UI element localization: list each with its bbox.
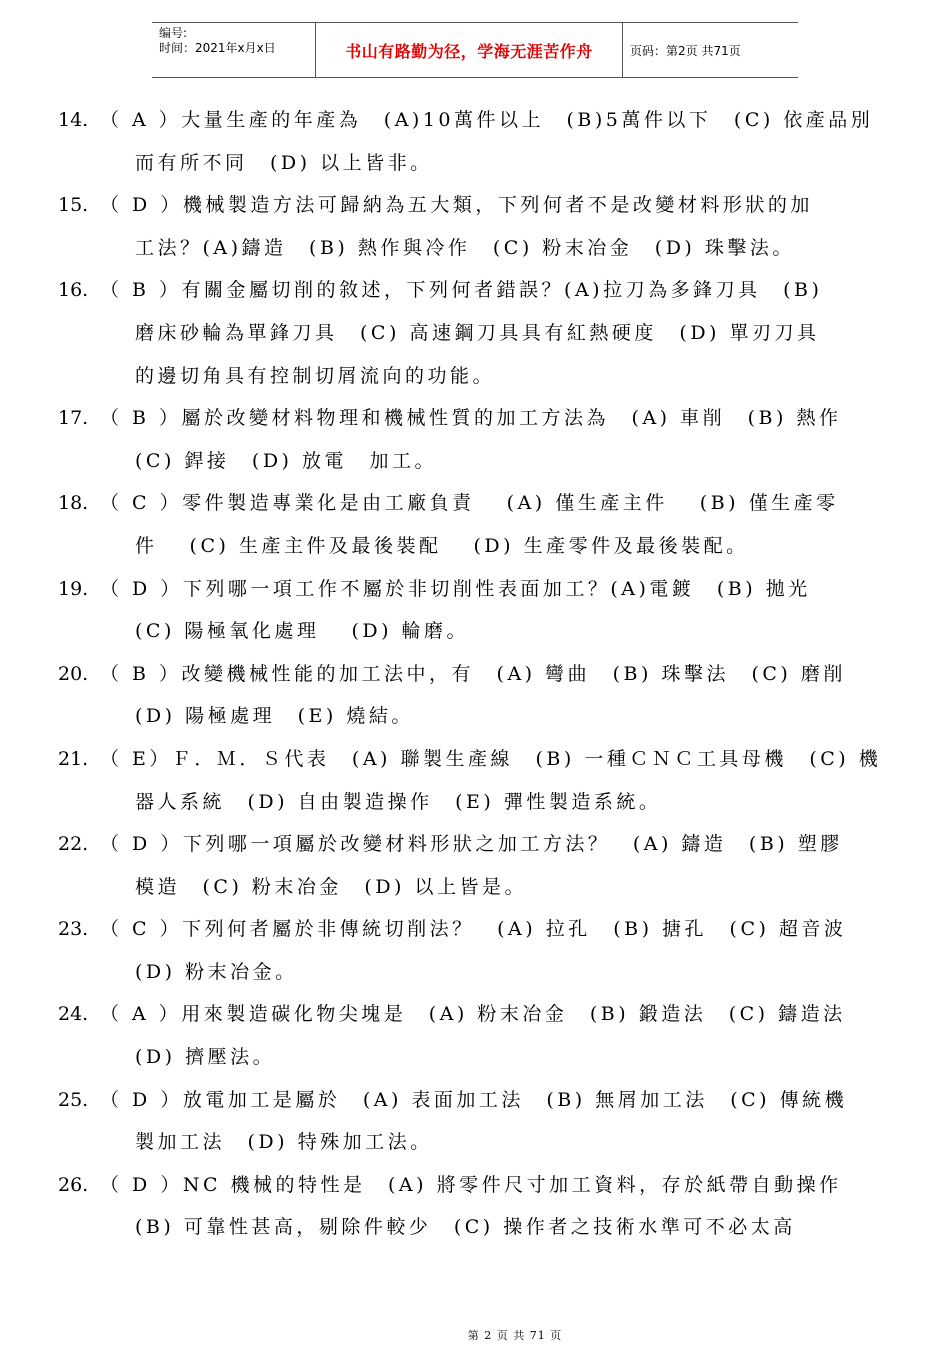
question-text: （ D ）機械製造方法可歸納為五大類，下列何者不是改變材料形狀的加: [100, 194, 813, 217]
question-line: [58, 142, 898, 185]
question-text: （ B ）改變機械性能的加工法中，有 (A) 彎曲 (B) 珠擊法 (C) 磨削: [100, 662, 846, 685]
question-text: (C) 陽極氧化處理 (D) 輪磨。: [135, 620, 470, 643]
question-line: [58, 1079, 898, 1122]
question-text: （ E）Ｆ．Ｍ．Ｓ代表 (A) 聯製生產線 (B) 一種ＣＮＣ工具母機 (C) 機: [100, 747, 882, 770]
question-line: [58, 482, 898, 525]
question-line: [58, 312, 898, 355]
question-item: [58, 568, 898, 653]
question-text: 器人系統 (D) 自由製造操作 (E) 彈性製造系統。: [135, 790, 662, 813]
question-line: [58, 738, 898, 781]
question-number: 22.: [58, 833, 89, 856]
question-text: 的邊切角具有控制切屑流向的功能。: [135, 364, 496, 387]
question-line: [58, 993, 898, 1036]
question-item: [58, 823, 898, 908]
question-item: [58, 269, 898, 397]
question-line: [58, 525, 898, 568]
question-text: (D) 粉末冶金。: [135, 960, 298, 983]
question-number: 18.: [58, 492, 89, 515]
question-item: [58, 993, 898, 1078]
question-number: 21.: [58, 747, 89, 770]
question-line: [58, 1036, 898, 1079]
question-text: （ C ）下列何者屬於非傳統切削法？ (A) 拉孔 (B) 搪孔 (C) 超音波: [100, 918, 847, 941]
question-text: (D) 陽極處理 (E) 燒結。: [135, 705, 414, 728]
question-number: 20.: [58, 662, 89, 685]
question-item: [58, 184, 898, 269]
question-item: [58, 653, 898, 738]
question-line: [58, 1164, 898, 1207]
question-line: [58, 866, 898, 909]
question-line: [58, 269, 898, 312]
question-text: （ D ）NC 機械的特性是 (A) 將零件尺寸加工資料，存於紙帶自動操作: [100, 1173, 842, 1196]
question-text: 件 (C) 生產主件及最後裝配 (D) 生產零件及最後裝配。: [135, 534, 749, 557]
question-line: [58, 1206, 898, 1249]
question-text: （ C ）零件製造專業化是由工廠負責 (A) 僅生產主件 (B) 僅生產零: [100, 492, 839, 515]
question-text: 而有所不同 (D) 以上皆非。: [135, 151, 433, 174]
code-label: 编号:: [159, 26, 188, 40]
question-number: 25.: [58, 1088, 89, 1111]
question-line: [58, 908, 898, 951]
question-text: （ A ）大量生產的年產為 (A)10萬件以上 (B)5萬件以下 (C) 依產品別: [100, 109, 874, 131]
question-number: 16.: [58, 279, 89, 302]
question-text: （ D ）下列哪一項屬於改變材料形狀之加工方法？ (A) 鑄造 (B) 塑膠: [100, 833, 843, 856]
question-line: [58, 397, 898, 440]
question-number: 17.: [58, 407, 89, 430]
question-item: [58, 908, 898, 993]
question-text: （ B ）有關金屬切削的敘述，下列何者錯誤？(A)拉刀為多鋒刀具 (B): [100, 279, 823, 302]
question-text: 模造 (C) 粉末冶金 (D) 以上皆是。: [135, 875, 528, 898]
question-list: [58, 99, 898, 1249]
question-text: （ A ）用來製造碳化物尖塊是 (A) 粉末冶金 (B) 鍛造法 (C) 鑄造法: [100, 1003, 846, 1026]
question-line: [58, 823, 898, 866]
question-text: 磨床砂輪為單鋒刀具 (C) 高速鋼刀具具有紅熱硬度 (D) 單刃刀具: [135, 321, 820, 344]
question-number: 26.: [58, 1173, 89, 1196]
question-line: [58, 227, 898, 270]
question-line: [58, 610, 898, 653]
question-line: [58, 695, 898, 738]
header-page-info: 页码：第2页 共71页: [630, 43, 741, 58]
question-text: （ D ）放電加工是屬於 (A) 表面加工法 (B) 無屑加工法 (C) 傳統機: [100, 1088, 848, 1111]
question-number: 23.: [58, 918, 89, 941]
question-line: [58, 355, 898, 398]
question-item: [58, 397, 898, 482]
question-number: 19.: [58, 577, 89, 600]
question-item: [58, 482, 898, 567]
question-line: [58, 781, 898, 824]
question-number: 24.: [58, 1003, 89, 1026]
question-text: (B) 可靠性甚高，剔除件較少 (C) 操作者之技術水準可不必太高: [135, 1216, 796, 1239]
question-line: [58, 99, 898, 142]
question-text: 製加工法 (D) 特殊加工法。: [135, 1131, 433, 1154]
question-line: [58, 653, 898, 696]
question-text: (C) 銲接 (D) 放電 加工。: [135, 449, 438, 472]
question-text: （ B ）屬於改變材料物理和機械性質的加工方法為 (A) 車削 (B) 熱作: [100, 407, 842, 430]
question-number: 15.: [58, 194, 89, 217]
question-line: [58, 1121, 898, 1164]
question-item: [58, 99, 898, 184]
question-line: [58, 440, 898, 483]
footer-page-label: 第 2 页 共 71 页: [467, 1329, 563, 1342]
question-text: 工法？(A)鑄造 (B) 熱作與冷作 (C) 粉末冶金 (D) 珠擊法。: [135, 236, 795, 259]
time-label: 时间：2021年x月x日: [159, 41, 276, 55]
question-text: （ D ）下列哪一項工作不屬於非切削性表面加工？(A)電鍍 (B) 拋光: [100, 577, 811, 600]
question-item: [58, 1079, 898, 1164]
header-meta-cell: [152, 23, 316, 77]
question-line: [58, 184, 898, 227]
question-item: [58, 1164, 898, 1249]
question-number: 14.: [58, 109, 89, 131]
question-line: [58, 568, 898, 611]
page-footer: [0, 1327, 950, 1343]
page-header: [152, 22, 798, 78]
question-item: [58, 738, 898, 823]
header-motto: 书山有路勤为径，学海无涯苦作舟: [316, 23, 623, 77]
question-line: [58, 951, 898, 994]
question-text: (D) 擠壓法。: [135, 1046, 276, 1069]
